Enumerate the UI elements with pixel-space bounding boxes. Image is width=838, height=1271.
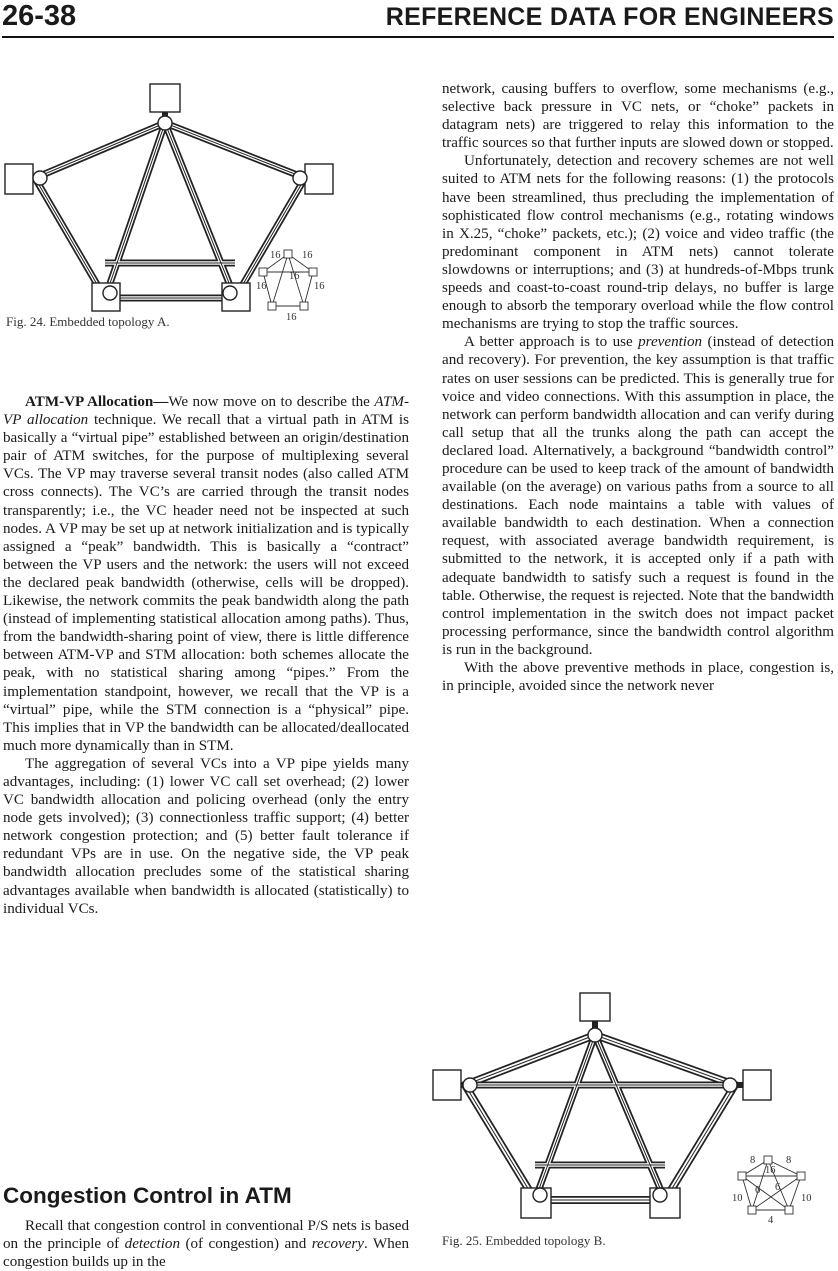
node-left xyxy=(433,1070,461,1100)
paragraph: The aggregation of several VCs into a VP pipe yields many advantages, including: (1) lower VC call set overhead; (2) lower VC bandwidth allocation and policing overhead (only the entry node gets involved); (3) connectionless traffic support; (4) better network congestion protection; and (5) better fault tolerance if redundant VPs are in use. On the negative side, the VP peak bandwidth allocation precludes some of the statistical sharing advantages available when bandwidth is allocated (statistically) to individual VCs. xyxy=(3,755,409,917)
node-left xyxy=(5,164,33,194)
paragraph: ATM-VP Allocation—We now move on to describe the ATM-VP allocation technique. We recall that a virtual path in ATM is basically a “virtual pipe” established between an origin/destination pair of ATM switches, for the purpose of multiplexing several VCs. The VP may traverse several transit nodes (also called ATM cross connects). The VC’s are carried through the transit nodes transparently; i.e., the VC header need not be inspected at such nodes. A VP may be set up at network initialization and is typically assigned a “peak” bandwidth. This is basically a “contract” between the VP users and the network: the users will not exceed the declared peak bandwidth (otherwise, cells will be dropped). Likewise, the network commits the peak bandwidth along the path (instead of implementing statistical allocation among paths). Thus, from the bandwidth-sharing point of view, there is little difference between ATM-VP and STM allocation: both schemes allocate the peak, with no statistical sharing among “pipes.” From the implementation standpoint, however, we recall that the VP is a “virtual” pipe, while the STM connection is a “physical” pipe. This implies that in VP the bandwidth can be allocated/deallocated much more dynamically than in STM. xyxy=(3,394,410,754)
inset-a-label: 16 xyxy=(286,312,297,323)
inset-a-label: 16 xyxy=(302,250,313,261)
node-top xyxy=(580,993,610,1021)
inset-b-label: 10 xyxy=(801,1193,812,1204)
inset-a-label: 16 xyxy=(270,250,281,261)
paragraph: A better approach is to use prevention (instead of detection and recovery). For prevention, the key assumption is that traffic rates on user sessions can be predicted. This is generally true for voice and video connections. With this assumption in place, the network can perform bandwidth allocation and can verify during call setup that all the trunks along the path can accept the declared load. Alternatively, a background “bandwidth control” procedure can be used to keep track of the amount of bandwidth available (on the average) on various paths from a source to all destinations. Each node maintains a table with values of available bandwidth to each destination. When a connection request, with associated average bandwidth requirement, is submitted to the network, it is accepted only if a path with adequate bandwidth to satisfy such a request is found in the table. Otherwise, the request is rejected. Note that the bandwidth control implementation in the switch does not impact packet processing performance, since the bandwidth control algorithm is run in the background. xyxy=(442,334,834,658)
node-top xyxy=(150,84,180,112)
left-column xyxy=(3,393,409,918)
inset-b-label: 4 xyxy=(768,1215,774,1226)
inset-a-label: 16 xyxy=(289,271,300,282)
paragraph: Recall that congestion control in conventional P/S nets is based on the principle of detection (of congestion) and recovery. When congestion builds up in the xyxy=(3,1218,409,1271)
node-right xyxy=(743,1070,771,1100)
inset-b-label: 8 xyxy=(750,1155,756,1166)
running-head: REFERENCE DATA FOR ENGINEERS xyxy=(385,3,834,31)
inset-b-label: 16 xyxy=(765,1165,776,1176)
paragraph: Unfortunately, detection and recovery schemes are not well suited to ATM nets for the following reasons: (1) the protocols have been streamlined, thus precluding the implementation of sophisticated flow control mechanisms (e.g., rotating windows in X.25, “choke” packets, etc.); (2) voice and video traffic (the predominant component in ATM nets) cannot tolerate slowdowns or interruptions; and (3) at hundreds-of-Mbps trunk speeds and coast-to-coast round-trip delays, no buffer is large enough to absorb the temporary overload while the flow control mechanisms are trying to stop the traffic sources. xyxy=(442,153,834,333)
inset-b-label: 8 xyxy=(786,1155,792,1166)
inset-a-label: 16 xyxy=(314,281,325,292)
section-heading: Congestion Control in ATM xyxy=(3,1183,292,1208)
page-header xyxy=(2,2,834,38)
inset-b-label: 10 xyxy=(732,1193,743,1204)
inset-b-label: 6 xyxy=(775,1182,781,1193)
left-column-tail xyxy=(3,1217,409,1271)
paragraph: With the above preventive methods in place, congestion is, in principle, avoided since the network never xyxy=(442,660,834,695)
run-in-heading: ATM-VP Allocation— xyxy=(25,394,169,410)
figure-24-caption: Fig. 24. Embedded topology A. xyxy=(6,314,170,329)
inset-b-label: 6 xyxy=(755,1185,761,1196)
paragraph: network, causing buffers to overflow, some mechanisms (e.g., selective back pressure in VC nets, or “choke” packets in datagram nets) are triggered to relay this information to the traffic sources so that further inputs are slowed down or stopped. xyxy=(442,81,834,152)
page-number: 26-38 xyxy=(2,0,77,32)
figure-25-caption: Fig. 25. Embedded topology B. xyxy=(442,1233,606,1248)
figure-25-topology-b xyxy=(425,590,835,1225)
outer-ring-links xyxy=(465,1035,735,1200)
inner-links xyxy=(465,1035,735,1200)
node-right xyxy=(305,164,333,194)
inset-a-label: 16 xyxy=(256,281,267,292)
inner-links xyxy=(105,123,235,298)
